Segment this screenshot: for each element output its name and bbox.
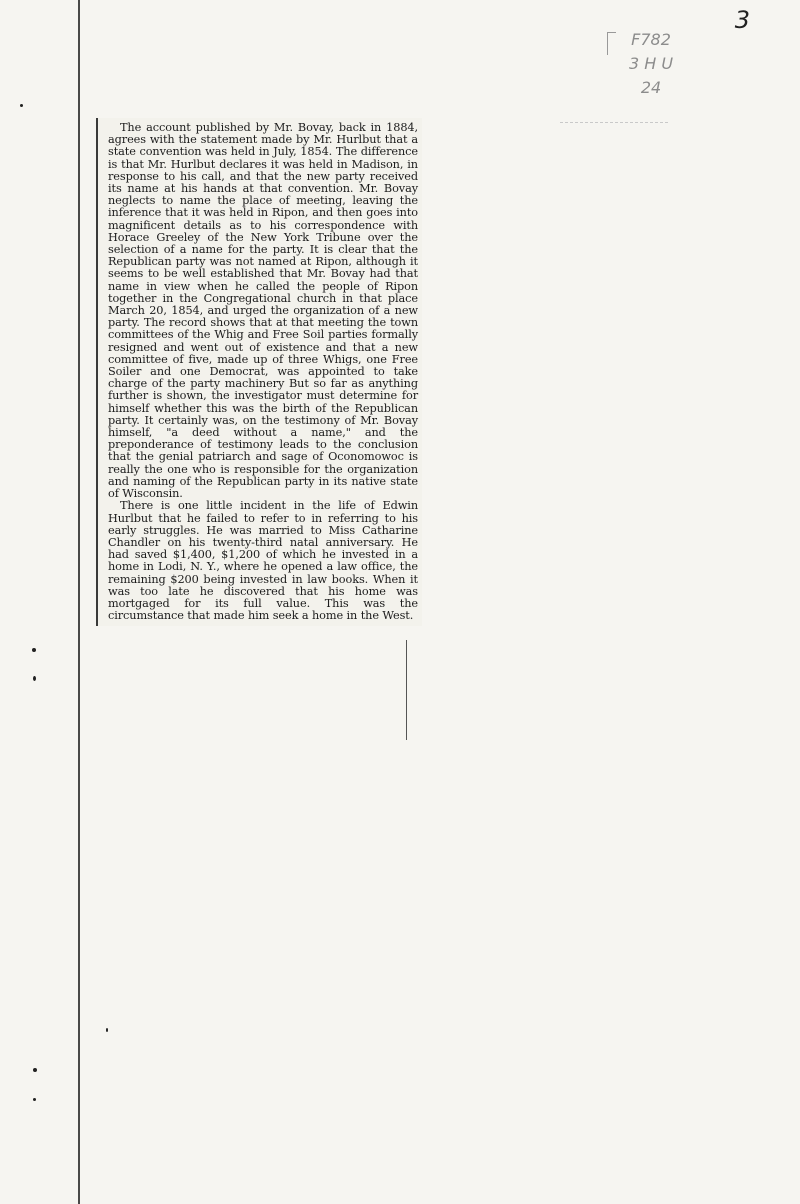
pencil-annotation-line-2: 3 H U (628, 54, 674, 73)
scan-speck (33, 1098, 36, 1101)
article-paragraph-1: The account published by Mr. Bovay, back in 1884, agrees with the statement made by Mr. Hurlbut that a state convention was held in July, 1854. The difference is that Mr. Hurlbut declares it was held in Madison, in response to his call, and that the new party received its name at his hands at that convention. Mr. Bovay neglects to name the place of meeting, leaving the inference that it was held in Ripon, and then goes into magnificent details as to his correspondence with Horace Greeley of the New York Tribune over the selection of a name for the party. It is clear that the Republican party was not named at Ripon, although it seems to be well established that Mr. Bovay had that name in view when he called the people of Ripon together in the Congregational church in that place March 20, 1854, and urged the organization of a new party. The record shows that at that meeting the town committees of the Whig and Free Soil parties formally resigned and went out of existence and that a new committee of five, made up of three Whigs, one Free Soiler and one Democrat, was appointed to take charge of the party machinery But so far as anything further is shown, the investigator must determine for himself whether this was the birth of the Republican party. It certainly was, on the testimony of Mr. Bovay himself, "a deed without a name," and the preponderance of testimony leads to the conclusion that the genial patriarch and sage of Oconomowoc is really the one who is responsible for the organization and naming of the Republican party in its native state of Wisconsin. (108, 121, 418, 501)
scan-speck (20, 104, 23, 107)
scan-speck (32, 648, 36, 652)
newspaper-clipping (96, 118, 422, 626)
faint-pencil-line (560, 122, 668, 124)
pencil-annotation-line-3: 24 (640, 78, 662, 97)
pencil-annotation (606, 28, 696, 100)
article-body (108, 122, 418, 622)
scan-speck (33, 1068, 37, 1072)
article-paragraph-2: There is one little incident in the life of Edwin Hurlbut that he failed to refer to in referring to his early struggles. He was married to Miss Catharine Chandler on his twenty-third natal anniversary. He had saved $1,400, $1,200 of which he invested in a home in Lodi, N. Y., where he opened a law office, the remaining $200 being invested in law books. When it was too late he discovered that his home was mortgaged for its full value. This was the circumstance that made him seek a home in the West. (108, 499, 418, 623)
binding-edge-line (78, 0, 80, 1204)
page-number: 3 (734, 6, 750, 34)
scan-speck (106, 1028, 108, 1032)
pencil-annotation-line-1: F782 (631, 30, 671, 49)
clipping-edge-mark (402, 640, 407, 740)
scan-speck (33, 676, 36, 681)
